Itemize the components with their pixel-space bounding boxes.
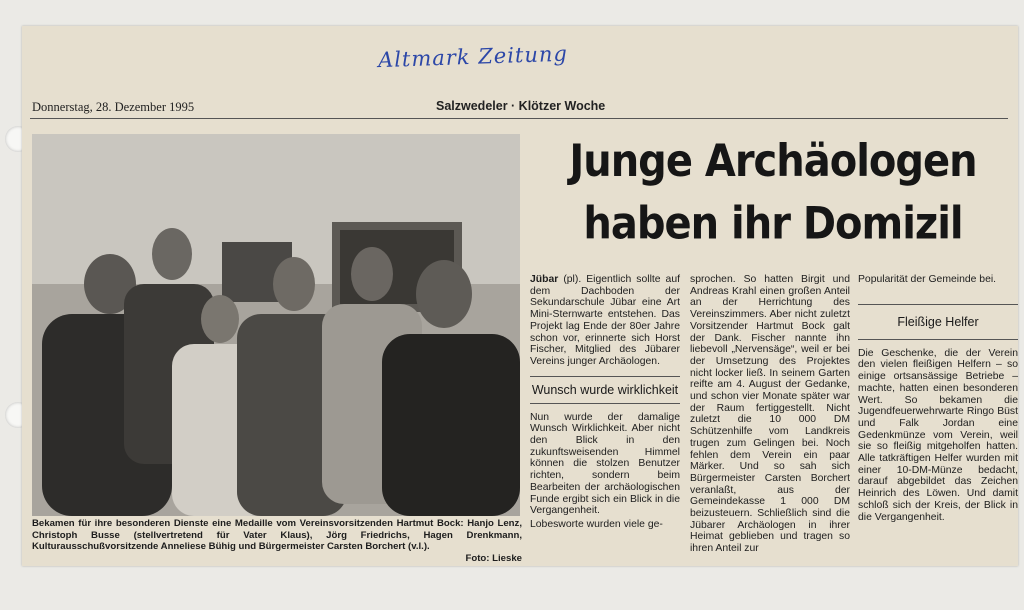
- handwritten-source-label: Altmark Zeitung: [377, 41, 569, 73]
- group-photo-illustration: [32, 134, 520, 516]
- section-title: Salzwedeler · Klötzer Woche: [436, 99, 606, 113]
- photo-caption-text: Bekamen für ihre besonderen Dienste eine Medaille vom Vereinsvorsitzenden Hartmut Bock: Hanjo Lenz, Christoph Busse (stellvertretend für Vater Klaus), Jörg Friedrichs, Hagen Drenkmann, Kulturausschußvorsitzende Anneliese Bühig und Bürgermeister Carsten Borchert (v.l.).: [32, 518, 522, 553]
- headline-line-2: haben ihr Domizil: [583, 198, 963, 250]
- dateline-place: Jübar: [530, 274, 559, 285]
- subheading: Wunsch wurde wirklichkeit: [530, 376, 680, 404]
- photo-caption: [32, 518, 522, 564]
- paragraph: Lobesworte wurden viele ge-: [530, 518, 663, 530]
- newspaper-clipping: [22, 26, 1018, 566]
- article-column-1: [530, 274, 680, 531]
- dateline: Donnerstag, 28. Dezember 1995: [32, 100, 195, 114]
- paragraph-text: (pl). Eigentlich sollte auf dem Dachboden der Sekundarschule Jübar eine Art Mini-Sternwarte entstehen. Das Projekt lag Ende der 80er Jahre schon vor, erinnerte sich Horst Fischer, Mitglied des Jübarer Vereins junger Archäologen.: [530, 274, 680, 367]
- paragraph: Nun wurde der damalige Wunsch Wirklichkeit. Aber nicht den Blick in den zukunftsweisenden Himmel können die stolzen Benutzer richten, sondern beim Bearbeiten der archäologischen Funde ergibt sich ein Blick in die Vergangenheit.: [530, 411, 680, 517]
- paragraph: [530, 274, 680, 368]
- subheading: Fleißige Helfer: [858, 304, 1018, 340]
- article-column-3: [858, 274, 1018, 523]
- headline: [538, 130, 1008, 255]
- header-divider: [30, 118, 1008, 119]
- headline-line-1: Junge Archäologen: [569, 135, 977, 188]
- paragraph: sprochen. So hatten Birgit und Andreas Krahl einen großen Anteil an der Herrichtung des Vereinszimmers. Aber nicht zuletzt Vorsitzender Hartmut Bock galt der Dank. Fischer nannte ihn liebevoll „Nervensäge“, weil er bei der Umsetzung des Projektes nicht locker ließ. In seinem Garten reifte am 4. August der Gedanke, und schon vier Monate später war der Raum fertiggestellt. Nicht zuletzt die 10 000 DM Schützenhilfe vom Landkreis trugen zum Gelingen bei. Noch fehlen dem Verein ein paar Märker. Und so sah sich Bürgermeister Carsten Borchert veranlaßt, aus der Gemeindekasse 1 000 DM beizusteuern. Schließlich sind die Jübarer Archäologen in ihrer Heimat geblieben und tragen so ihren Anteil zur: [690, 274, 850, 555]
- article-photo: [32, 134, 520, 516]
- paragraph: Die Geschenke, die der Verein den vielen fleißigen Helfern – so einige ortsansässige Betriebe – machte, hatten einen besonderen Wert. So bekamen die Jugendfeuerwehrwarte Ringo Büst und Falk Jordan eine Gedenkmünze vom Verein, weil sie so fleißig mitgeholfen hatten. Alle tatkräftigen Helfer wurden mit einer 10-DM-Münze bedacht, darauf abgebildet das Zeichen Heinrich des Löwen. Und damit schloß sich der Kreis, der Blick in die Vergangenheit.: [858, 347, 1018, 523]
- article-column-2: [690, 274, 850, 555]
- photo-credit: Foto: Lieske: [465, 552, 522, 564]
- paragraph: Popularität der Gemeinde bei.: [858, 274, 997, 285]
